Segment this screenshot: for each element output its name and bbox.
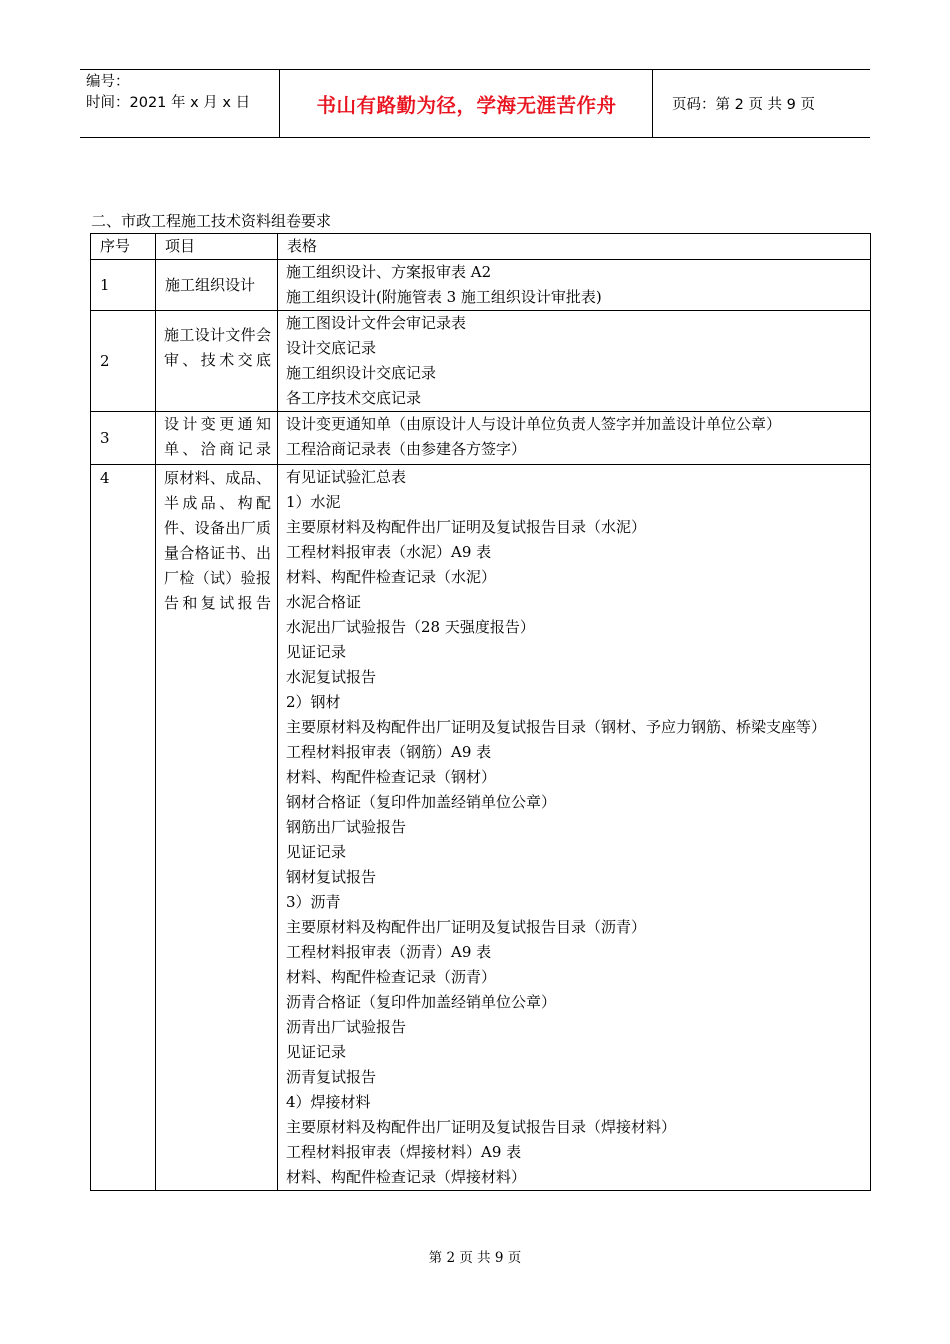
row-forms [278, 465, 871, 1191]
form-entry: 施工组织设计(附施管表 3 施工组织设计审批表) [286, 288, 602, 306]
form-entry: 各工序技术交底记录 [286, 389, 422, 407]
table-header-row [91, 234, 871, 260]
form-entry: 工程材料报审表（焊接材料）A9 表 [286, 1143, 522, 1161]
form-entry: 工程材料报审表（钢筋）A9 表 [286, 743, 492, 761]
form-entry: 主要原材料及构配件出厂证明及复试报告目录（沥青） [286, 918, 647, 936]
row-forms [278, 311, 871, 412]
form-entry: 见证记录 [286, 643, 347, 661]
header-page-number [664, 70, 870, 137]
form-entry: 工程材料报审表（水泥）A9 表 [286, 543, 492, 561]
form-entry: 主要原材料及构配件出厂证明及复试报告目录（钢材、予应力钢筋、桥梁支座等） [286, 718, 827, 736]
row-number: 1 [91, 260, 156, 311]
document-date: 时间：2021 年 x 月 x 日 [86, 95, 251, 111]
form-entry: 2）钢材 [286, 693, 341, 711]
form-entry: 工程洽商记录表（由参建各方签字） [286, 440, 527, 458]
header-cell-forms: 表格 [278, 234, 871, 260]
header-cell-no: 序号 [91, 234, 156, 260]
form-entry: 水泥复试报告 [286, 668, 377, 686]
form-entry: 钢筋出厂试验报告 [286, 818, 407, 836]
row-item: 施工组织设计 [156, 260, 278, 311]
form-entry: 1）水泥 [286, 493, 341, 511]
form-entry: 有见证试验汇总表 [286, 468, 407, 486]
form-entry: 工程材料报审表（沥青）A9 表 [286, 943, 492, 961]
form-entry: 施工组织设计交底记录 [286, 364, 437, 382]
form-entry: 钢材合格证（复印件加盖经销单位公章） [286, 793, 557, 811]
page-number-label: 页码：第 2 页 共 9 页 [672, 97, 815, 113]
table-row [91, 465, 871, 1191]
form-entry: 设计交底记录 [286, 339, 377, 357]
form-entry: 材料、构配件检查记录（水泥） [286, 568, 497, 586]
form-entry: 沥青出厂试验报告 [286, 1018, 407, 1036]
form-entry: 钢材复试报告 [286, 868, 377, 886]
header-meta [80, 70, 280, 137]
form-entry: 见证记录 [286, 843, 347, 861]
row-item: 设计变更通知单、洽商记录 [156, 412, 278, 465]
form-entry: 材料、构配件检查记录（焊接材料） [286, 1168, 527, 1186]
row-forms [278, 260, 871, 311]
table-row [91, 412, 871, 465]
form-entry: 设计变更通知单（由原设计人与设计单位负责人签字并加盖设计单位公章） [286, 415, 782, 433]
form-entry: 水泥合格证 [286, 593, 362, 611]
page-header [80, 69, 870, 138]
row-item: 施工设计文件会审、技术交底 [156, 311, 278, 412]
row-item: 原材料、成品、半成品、构配件、设备出厂质量合格证书、出厂检（试）验报告和复试报告 [156, 465, 278, 1191]
form-entry: 施工图设计文件会审记录表 [286, 314, 467, 332]
form-entry: 见证记录 [286, 1043, 347, 1061]
form-entry: 材料、构配件检查记录（沥青） [286, 968, 497, 986]
form-entry: 沥青复试报告 [286, 1068, 377, 1086]
form-entry: 水泥出厂试验报告（28 天强度报告） [286, 618, 535, 636]
form-entry: 4）焊接材料 [286, 1093, 371, 1111]
row-number: 2 [91, 311, 156, 412]
row-forms [278, 412, 871, 465]
requirements-table [90, 233, 871, 1191]
row-number: 4 [91, 465, 156, 1191]
table-row [91, 260, 871, 311]
section-title: 二、市政工程施工技术资料组卷要求 [91, 212, 332, 230]
page-footer: 第 2 页 共 9 页 [428, 1250, 522, 1266]
document-number-label: 编号： [86, 74, 130, 90]
header-motto: 书山有路勤为径，学海无涯苦作舟 [281, 70, 653, 137]
form-entry: 3）沥青 [286, 893, 341, 911]
form-entry: 施工组织设计、方案报审表 A2 [286, 263, 492, 281]
form-entry: 主要原材料及构配件出厂证明及复试报告目录（水泥） [286, 518, 647, 536]
form-entry: 主要原材料及构配件出厂证明及复试报告目录（焊接材料） [286, 1118, 677, 1136]
form-entry: 材料、构配件检查记录（钢材） [286, 768, 497, 786]
row-number: 3 [91, 412, 156, 465]
form-entry: 沥青合格证（复印件加盖经销单位公章） [286, 993, 557, 1011]
header-cell-item: 项目 [156, 234, 278, 260]
table-row [91, 311, 871, 412]
